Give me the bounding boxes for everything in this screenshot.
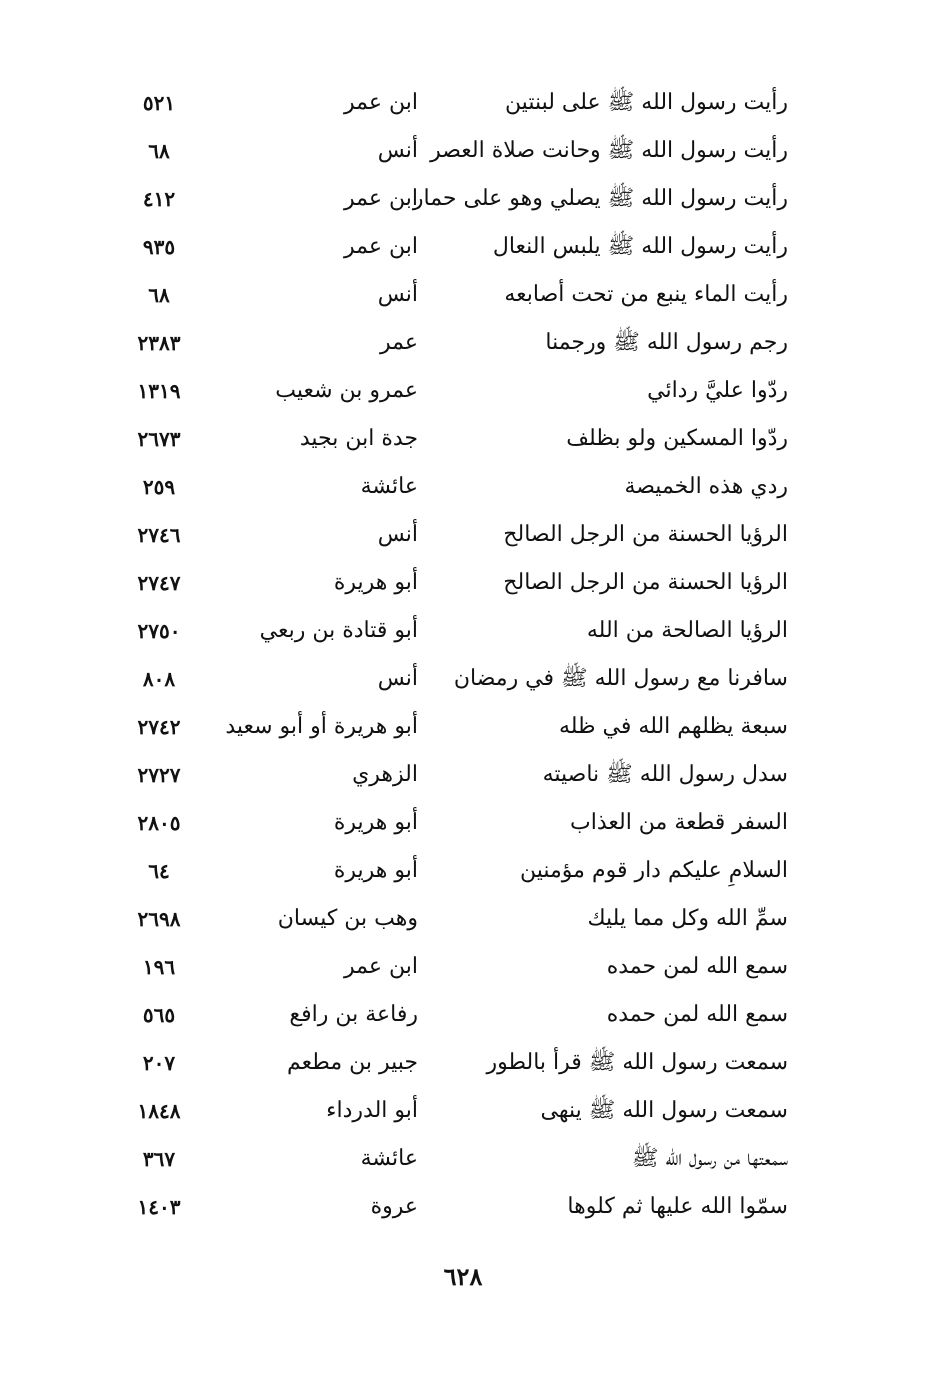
hadith-number: ٢٧٥٠ <box>137 619 181 643</box>
index-row <box>120 463 800 511</box>
index-row <box>120 895 800 943</box>
hadith-text: الرؤيا الصالحة من الله <box>586 618 788 643</box>
hadith-text: رأيت رسول الله ﷺ على لبنتين <box>504 90 788 115</box>
index-row <box>120 1039 800 1087</box>
narrator-name: ابن عمر <box>344 186 418 211</box>
hadith-text: سمعتها من رسول الله ﷺ <box>631 1146 788 1171</box>
hadith-number: ٥٦٥ <box>142 1003 176 1027</box>
hadith-text: ردّوا المسكين ولو بظلف <box>566 426 788 451</box>
hadith-text: سبعة يظلهم الله في ظله <box>558 714 788 739</box>
index-row <box>120 751 800 799</box>
narrator-name: عمرو بن شعيب <box>275 378 418 403</box>
hadith-text: رأيت رسول الله ﷺ وحانت صلاة العصر <box>430 138 788 163</box>
hadith-text: رجم رسول الله ﷺ ورجمنا <box>545 330 788 355</box>
narrator-name: أبو هريرة <box>333 810 418 835</box>
narrator-name: ابن عمر <box>344 90 418 115</box>
hadith-text: سمِّ الله وكل مما يليك <box>587 906 788 931</box>
narrator-name: أنس <box>377 666 418 691</box>
hadith-text: رأيت رسول الله ﷺ يصلي وهو على حمار <box>412 186 788 211</box>
index-row <box>120 1183 800 1231</box>
hadith-text: رأيت الماء ينبع من تحت أصابعه <box>504 282 788 307</box>
narrator-name: عروة <box>370 1194 418 1219</box>
hadith-number: ١٣١٩ <box>137 379 181 403</box>
index-row <box>120 703 800 751</box>
hadith-number: ٢٦٧٣ <box>137 427 181 451</box>
narrator-name: أنس <box>377 282 418 307</box>
hadith-number: ١٤٠٣ <box>137 1195 181 1219</box>
index-row <box>120 223 800 271</box>
hadith-number: ٢٨٠٥ <box>137 811 181 835</box>
index-row <box>120 415 800 463</box>
hadith-text: سدل رسول الله ﷺ ناصيته <box>542 762 788 787</box>
narrator-name: عائشة <box>360 1146 418 1171</box>
hadith-text: الرؤيا الحسنة من الرجل الصالح <box>503 522 788 547</box>
hadith-number: ٥٢١ <box>142 91 176 115</box>
index-row <box>120 271 800 319</box>
index-row <box>120 79 800 127</box>
index-row <box>120 559 800 607</box>
hadith-number: ٢٣٨٣ <box>137 331 181 355</box>
narrator-name: أبو هريرة <box>333 570 418 595</box>
index-row <box>120 607 800 655</box>
narrator-name: أبو قتادة بن ربعي <box>259 618 418 643</box>
hadith-text: السفر قطعة من العذاب <box>570 810 788 835</box>
hadith-text: سمّوا الله عليها ثم كلوها <box>567 1194 788 1219</box>
hadith-number: ١٨٤٨ <box>137 1099 181 1123</box>
hadith-index-table <box>120 79 800 1231</box>
narrator-name: أنس <box>377 138 418 163</box>
index-row <box>120 943 800 991</box>
hadith-text: الرؤيا الحسنة من الرجل الصالح <box>503 570 788 595</box>
hadith-text: سمع الله لمن حمده <box>606 1002 788 1027</box>
hadith-number: ٢٥٩ <box>142 475 176 499</box>
hadith-text: ردي هذه الخميصة <box>624 474 788 499</box>
page-number: ٦٢٨ <box>443 1262 483 1291</box>
hadith-number: ٢٧٢٧ <box>137 763 181 787</box>
narrator-name: ابن عمر <box>344 234 418 259</box>
hadith-text: سمعت رسول الله ﷺ ينهى <box>540 1098 788 1123</box>
hadith-text: سمعت رسول الله ﷺ قرأ بالطور <box>486 1050 788 1075</box>
narrator-name: أبو الدرداء <box>326 1098 418 1123</box>
index-row <box>120 799 800 847</box>
hadith-number: ٩٣٥ <box>142 235 176 259</box>
narrator-name: جبير بن مطعم <box>287 1050 418 1075</box>
hadith-text: السلامِ عليكم دار قوم مؤمنين <box>520 858 788 883</box>
narrator-name: وهب بن كيسان <box>277 906 418 931</box>
hadith-text: رأيت رسول الله ﷺ يلبس النعال <box>492 234 788 259</box>
hadith-number: ٢٧٤٧ <box>137 571 181 595</box>
narrator-name: أبو هريرة <box>333 858 418 883</box>
index-row <box>120 511 800 559</box>
hadith-number: ٦٤ <box>148 859 170 883</box>
narrator-name: عائشة <box>360 474 418 499</box>
hadith-number: ٣٦٧ <box>142 1147 176 1171</box>
index-row <box>120 367 800 415</box>
hadith-number: ٢٧٤٦ <box>137 523 181 547</box>
index-row <box>120 175 800 223</box>
hadith-text: ردّوا عليَّ ردائي <box>647 378 788 403</box>
narrator-name: الزهري <box>352 762 418 787</box>
index-row <box>120 127 800 175</box>
hadith-number: ٤١٢ <box>142 187 176 211</box>
index-row <box>120 655 800 703</box>
narrator-name: ابن عمر <box>344 954 418 979</box>
hadith-text: سافرنا مع رسول الله ﷺ في رمضان <box>453 666 788 691</box>
index-row <box>120 991 800 1039</box>
hadith-number: ٢٦٩٨ <box>137 907 181 931</box>
hadith-number: ١٩٦ <box>142 955 176 979</box>
index-row <box>120 319 800 367</box>
narrator-name: أنس <box>377 522 418 547</box>
narrator-name: جدة ابن بجيد <box>299 426 418 451</box>
index-row <box>120 847 800 895</box>
narrator-name: عمر <box>380 330 418 355</box>
hadith-text: سمع الله لمن حمده <box>606 954 788 979</box>
hadith-number: ٦٨ <box>148 283 170 307</box>
index-row <box>120 1135 800 1183</box>
hadith-number: ٦٨ <box>148 139 170 163</box>
hadith-number: ٢٧٤٢ <box>137 715 181 739</box>
hadith-number: ٢٠٧ <box>142 1051 176 1075</box>
hadith-number: ٨٠٨ <box>142 667 176 691</box>
narrator-name: رفاعة بن رافع <box>289 1002 418 1027</box>
narrator-name: أبو هريرة أو أبو سعيد <box>225 714 418 739</box>
index-row <box>120 1087 800 1135</box>
